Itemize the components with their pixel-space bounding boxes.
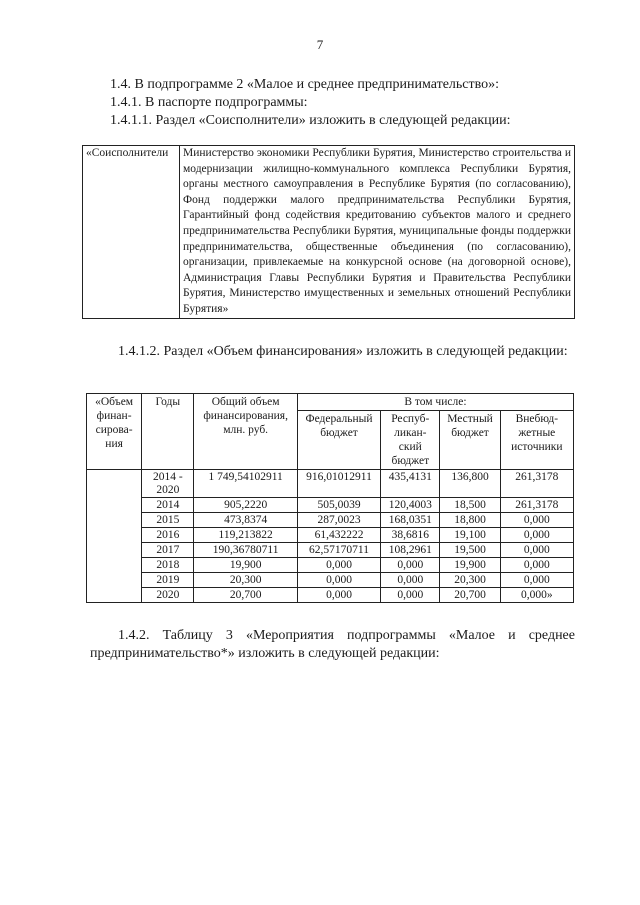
cell-total: 20,700 xyxy=(194,588,297,603)
cell-total: 119,213822 xyxy=(194,528,297,543)
page-number: 7 xyxy=(316,37,324,52)
cell-year: 2019 xyxy=(142,573,194,588)
cell-republic: 435,4131 xyxy=(381,470,440,498)
cell-federal: 61,432222 xyxy=(297,528,380,543)
cell-external: 0,000 xyxy=(500,513,573,528)
header-total: Общий объем финансирования, млн. руб. xyxy=(194,394,297,470)
cell-external: 0,000 xyxy=(500,543,573,558)
paragraph-1-4: 1.4. В подпрограмме 2 «Малое и среднее предпринимательство»: xyxy=(110,77,500,92)
header-federal: Федеральный бюджет xyxy=(297,411,380,470)
cell-year: 2015 xyxy=(142,513,194,528)
cell-local: 18,500 xyxy=(440,498,500,513)
financing-rows xyxy=(87,470,574,603)
financing-header-row xyxy=(87,394,574,411)
coexecutors-row xyxy=(83,146,575,319)
cell-republic: 108,2961 xyxy=(381,543,440,558)
cell-local: 20,700 xyxy=(440,588,500,603)
cell-external: 0,000 xyxy=(500,528,573,543)
table-row xyxy=(87,528,574,543)
cell-external: 0,000 xyxy=(500,558,573,573)
cell-year: 2020 xyxy=(142,588,194,603)
coexecutors-text: Министерство экономики Республики Бурятия, Министерство строительства и модернизации жилищно-коммунального комплекса Республики Бурятия, органы местного самоуправления в Республике Бурятия (по согласованию), Фонд поддержки малого предпринимательства Республики Бурятия, Гарантийный фонд содействия кредитованию субъектов малого и среднего предпринимательства Республики Бурятия, муниципальные фонды поддержки предпринимательства, общественные объединения (по согласованию), организации, привлекаемые на конкурсной основе (на договорной основе), Администрация Главы Республики Бурятия и Правительства Республики Бурятия, Министерство имущественных и земельных отношений Республики Бурятия» xyxy=(180,146,575,319)
label-column-cell xyxy=(87,558,142,573)
cell-local: 19,900 xyxy=(440,558,500,573)
cell-local: 20,300 xyxy=(440,573,500,588)
paragraph-1-4-1: 1.4.1. В паспорте подпрограммы: xyxy=(110,95,308,110)
cell-republic: 168,0351 xyxy=(381,513,440,528)
cell-republic: 0,000 xyxy=(381,588,440,603)
cell-external: 0,000» xyxy=(500,588,573,603)
cell-external: 0,000 xyxy=(500,573,573,588)
table-row xyxy=(87,543,574,558)
cell-external: 261,3178 xyxy=(500,470,573,498)
table-row xyxy=(87,513,574,528)
table-row xyxy=(87,588,574,603)
header-external: Внебюд- жетные источники xyxy=(500,411,573,470)
cell-local: 136,800 xyxy=(440,470,500,498)
label-column-cell xyxy=(87,470,142,498)
header-including: В том числе: xyxy=(297,394,573,411)
cell-external: 261,3178 xyxy=(500,498,573,513)
header-years: Годы xyxy=(142,394,194,470)
cell-total: 20,300 xyxy=(194,573,297,588)
label-column-cell xyxy=(87,543,142,558)
coexecutors-table xyxy=(82,145,575,319)
cell-local: 19,100 xyxy=(440,528,500,543)
paragraph-1-4-1-1: 1.4.1.1. Раздел «Соисполнители» изложить в следующей редакции: xyxy=(110,113,511,128)
label-column-cell xyxy=(87,573,142,588)
cell-federal: 0,000 xyxy=(297,558,380,573)
cell-local: 18,800 xyxy=(440,513,500,528)
cell-year: 2014 xyxy=(142,498,194,513)
cell-federal: 0,000 xyxy=(297,588,380,603)
paragraph-1-4-2: 1.4.2. Таблицу 3 «Мероприятия подпрограммы «Малое и среднее предпринимательство*» изложить в следующей редакции: xyxy=(90,628,575,661)
cell-local: 19,500 xyxy=(440,543,500,558)
header-local: Местный бюджет xyxy=(440,411,500,470)
cell-year: 2018 xyxy=(142,558,194,573)
cell-total: 905,2220 xyxy=(194,498,297,513)
table-row xyxy=(87,558,574,573)
header-republic: Респуб- ликан- ский бюджет xyxy=(381,411,440,470)
cell-total: 473,8374 xyxy=(194,513,297,528)
table-row xyxy=(87,573,574,588)
cell-republic: 120,4003 xyxy=(381,498,440,513)
label-column-cell xyxy=(87,588,142,603)
cell-year: 2014 - 2020 xyxy=(142,470,194,498)
cell-federal: 505,0039 xyxy=(297,498,380,513)
cell-federal: 0,000 xyxy=(297,573,380,588)
cell-republic: 0,000 xyxy=(381,573,440,588)
paragraph-1-4-1-2: 1.4.1.2. Раздел «Объем финансирования» изложить в следующей редакции: xyxy=(118,344,568,359)
label-column-cell xyxy=(87,513,142,528)
cell-year: 2017 xyxy=(142,543,194,558)
cell-republic: 38,6816 xyxy=(381,528,440,543)
table-row xyxy=(87,498,574,513)
financing-label: «Объем финан- сирова- ния xyxy=(87,394,142,470)
cell-total: 1 749,54102911 xyxy=(194,470,297,498)
cell-year: 2016 xyxy=(142,528,194,543)
cell-federal: 916,01012911 xyxy=(297,470,380,498)
cell-republic: 0,000 xyxy=(381,558,440,573)
cell-federal: 287,0023 xyxy=(297,513,380,528)
cell-federal: 62,57170711 xyxy=(297,543,380,558)
financing-table xyxy=(86,393,574,603)
cell-total: 190,36780711 xyxy=(194,543,297,558)
cell-total: 19,900 xyxy=(194,558,297,573)
label-column-cell xyxy=(87,528,142,543)
table-row xyxy=(87,470,574,498)
coexecutors-label: «Соисполнители xyxy=(83,146,180,319)
label-column-cell xyxy=(87,498,142,513)
